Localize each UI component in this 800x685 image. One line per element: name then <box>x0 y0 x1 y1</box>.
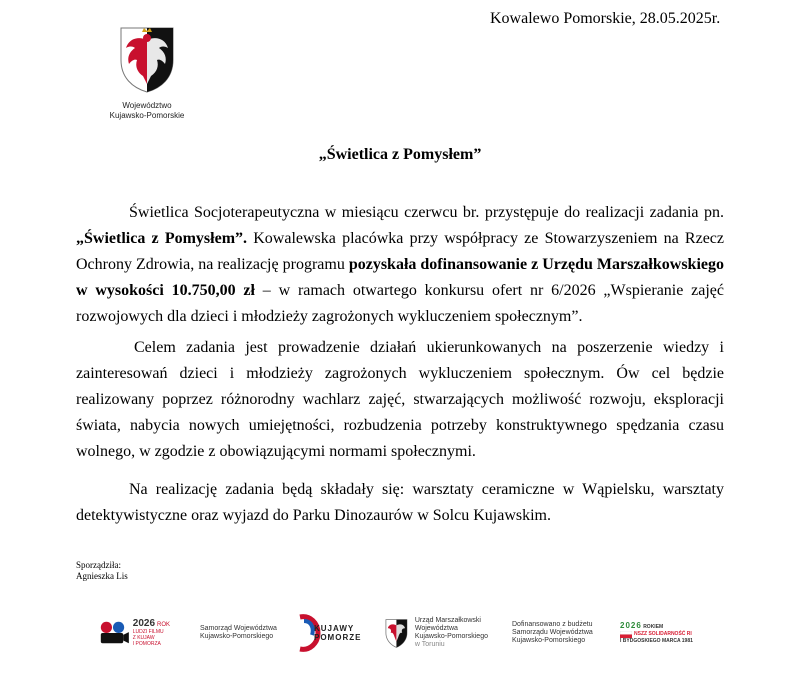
p2-text: Celem zadania jest prowadzenie działań ukierunkowanych na poszerzenie wiedzy i zainteresowań dzieci i młodzieży zagrożonych wykluczeniem społecznym. Ów cel będzie realizowany poprzez różnorodny wachlarz zajęć, stwarzających możliwość rozwoju, eksploracji świata, nabycia nowych umiejętności, rozbudzenia potrzeby konstruktywnego spędzania czasu wolnego, w zgodzie z obowiązującymi normami społecznymi. <box>76 339 724 460</box>
p1-intro: Świetlica Socjoterapeutyczna w miesiącu czerwcu br. przystępuje do realizacji zadania pn. <box>129 204 724 221</box>
logo1-year: 2026 <box>132 617 156 629</box>
logo5-line2: Samorządu Województwa <box>512 629 593 636</box>
voivodeship-logo <box>102 24 192 121</box>
paragraph-1 <box>76 200 724 330</box>
p1-funding: pozyskała dofinansowanie z Urzędu Marszałkowskiego w wysokości 10.750,00 zł <box>76 256 725 299</box>
logo1-line1: LUDZI FILMU <box>132 628 164 635</box>
signature-label: Sporządziła: <box>76 560 121 570</box>
p1-partner: Kowalewska placówka przy współpracy ze Stowarzyszeniem na Rzecz Ochrony Zdrowia, na realizację programu <box>76 230 724 273</box>
logo5-line1: Dofinansowano z budżetu <box>512 621 593 628</box>
logo6-year: 2026 <box>620 620 642 630</box>
p1-project-name: „Świetlica z Pomysłem”. <box>76 230 248 247</box>
paragraph-2 <box>76 335 724 465</box>
logo3-line2: POMORZE <box>314 633 362 642</box>
logo1-rok: ROK <box>156 621 170 628</box>
logo-kujawy-pomorze <box>296 608 366 658</box>
logo6-line2: NSZZ SOLIDARNOŚĆ RI <box>634 630 692 637</box>
logo-cofunded <box>512 608 604 658</box>
p1-contest: – w ramach otwartego konkursu ofert nr 6/2026 „Wspieranie zajęć rozwojowych dla dzieci i młodzieży zagrożonych wykluczeniem społecznym”. <box>76 282 724 325</box>
p3-text: Na realizację zadania będą składały się: warsztaty ceramiczne w Wąpielsku, warsztaty detektywistyczne oraz wyjazd do Parku Dinozaurów w Solcu Kujawskim. <box>76 481 724 524</box>
logo-caption-line1: Województwo <box>122 101 172 110</box>
film-camera-icon <box>98 620 130 646</box>
signature-name: Agnieszka Lis <box>76 571 128 581</box>
small-coat-of-arms-icon <box>384 617 409 649</box>
logo4-line3: Kujawsko-Pomorskiego <box>414 633 488 640</box>
logo5-line3: Kujawsko-Pomorskiego <box>512 637 586 644</box>
logo4-line2: Województwa <box>414 625 458 632</box>
logo-solidarnosc-year <box>620 608 726 658</box>
logo6-line3: I BYDGOSKIEGO MARCA 1981 <box>620 637 693 644</box>
logo2-line2: Kujawsko-Pomorskiego <box>200 633 274 640</box>
logo1-line2: Z KUJAW <box>132 634 155 641</box>
signature-block <box>76 560 128 582</box>
paragraph-3 <box>76 477 724 529</box>
logo2-line1: Samorząd Województwa <box>200 625 277 632</box>
logo3-line1: KUJAWY <box>314 624 355 633</box>
sponsor-logos <box>98 608 728 658</box>
logo-marshal-office <box>384 608 488 658</box>
logo6-rokiem: ROKIEM <box>643 623 664 630</box>
logo4-line1: Urząd Marszałkowski <box>414 617 481 624</box>
logo4-line4: w Toruniu <box>414 641 445 648</box>
flag-icon <box>620 631 632 638</box>
logo-caption-line2: Kujawsko-Pomorskie <box>109 111 185 120</box>
document-date: Kowalewo Pomorskie, 28.05.2025r. <box>490 10 721 27</box>
logo-self-government <box>200 608 282 658</box>
logo-film-year <box>98 608 170 658</box>
document-title: „Świetlica z Pomysłem” <box>318 146 482 163</box>
coat-of-arms-icon <box>117 24 177 94</box>
logo1-line3: I POMORZA <box>132 640 161 647</box>
